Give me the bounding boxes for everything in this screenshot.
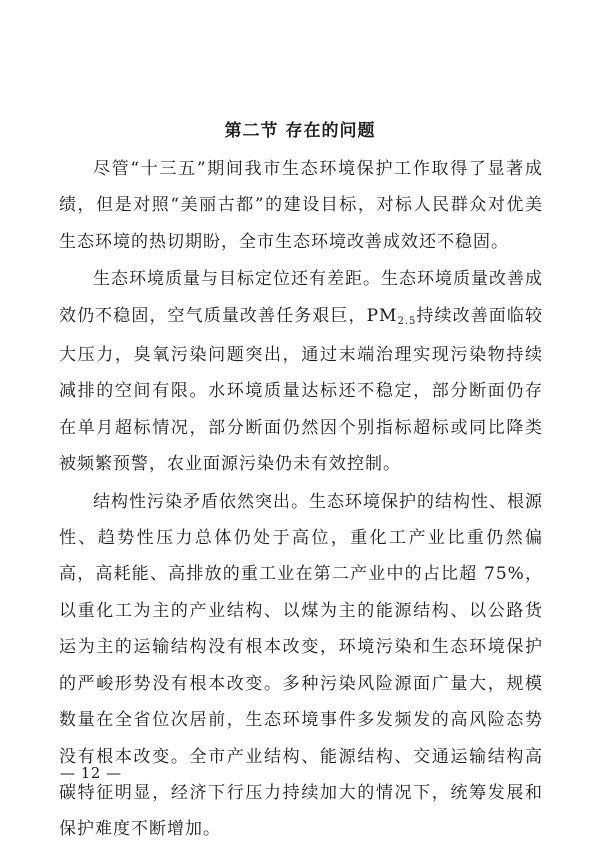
section-title: 第二节 存在的问题 [224, 121, 376, 141]
paragraph-text: 生态环境质量改善成效仍不稳固，空气质量改善任务艰巨，PM [59, 269, 543, 326]
page-number: — 12 — [60, 764, 122, 782]
pm-subscript: 2.5 [397, 315, 417, 327]
paragraph-lead: 生态环境质量与目标定位还有差距。 [93, 269, 381, 290]
paragraph-structural-pollution [59, 484, 543, 848]
paragraph-text: 生态环境保护的结构性、根源性、趋势性压力总体仍处于高位，重化工产业比重仍然偏高，高耗能、高排放的重工业在第二产业中的占比超 75%，以重化工为主的产业结构、以煤为主的能源结构、以公路货运为主的运输结构没有根本改变，环境污染和生态环境保护的严峻形势没有根本改变。多种污染风险源面广量大，规模数量在全省位次居前，生态环境事件多发频发的高风险态势没有根本改变。全市产业结构、能源结构、交通运输结构高碳特征明显，经济下行压力持续加大的情况下，统筹发展和保护难度不断增加。 [59, 491, 543, 840]
paragraph-environment-quality [59, 261, 543, 482]
body-text [59, 151, 543, 849]
paragraph-lead: 结构性污染矛盾依然突出。 [93, 491, 309, 512]
paragraph-intro [59, 151, 543, 260]
paragraph-text: 尽管“十三五”期间我市生态环境保护工作取得了显著成绩，但是对照“美丽古都”的建设目标，对标人民群众对优美生态环境的热切期盼，全市生态环境改善成效还不稳固。 [59, 159, 543, 252]
paragraph-text: 持续改善面临较大压力，臭氧污染问题突出，通过末端治理实现污染物持续减排的空间有限。水环境质量达标还不稳定，部分断面仍存在单月超标情况，部分断面仍然因个别指标超标或同比降类被频繁预警，农业面源污染仍未有效控制。 [59, 305, 543, 475]
